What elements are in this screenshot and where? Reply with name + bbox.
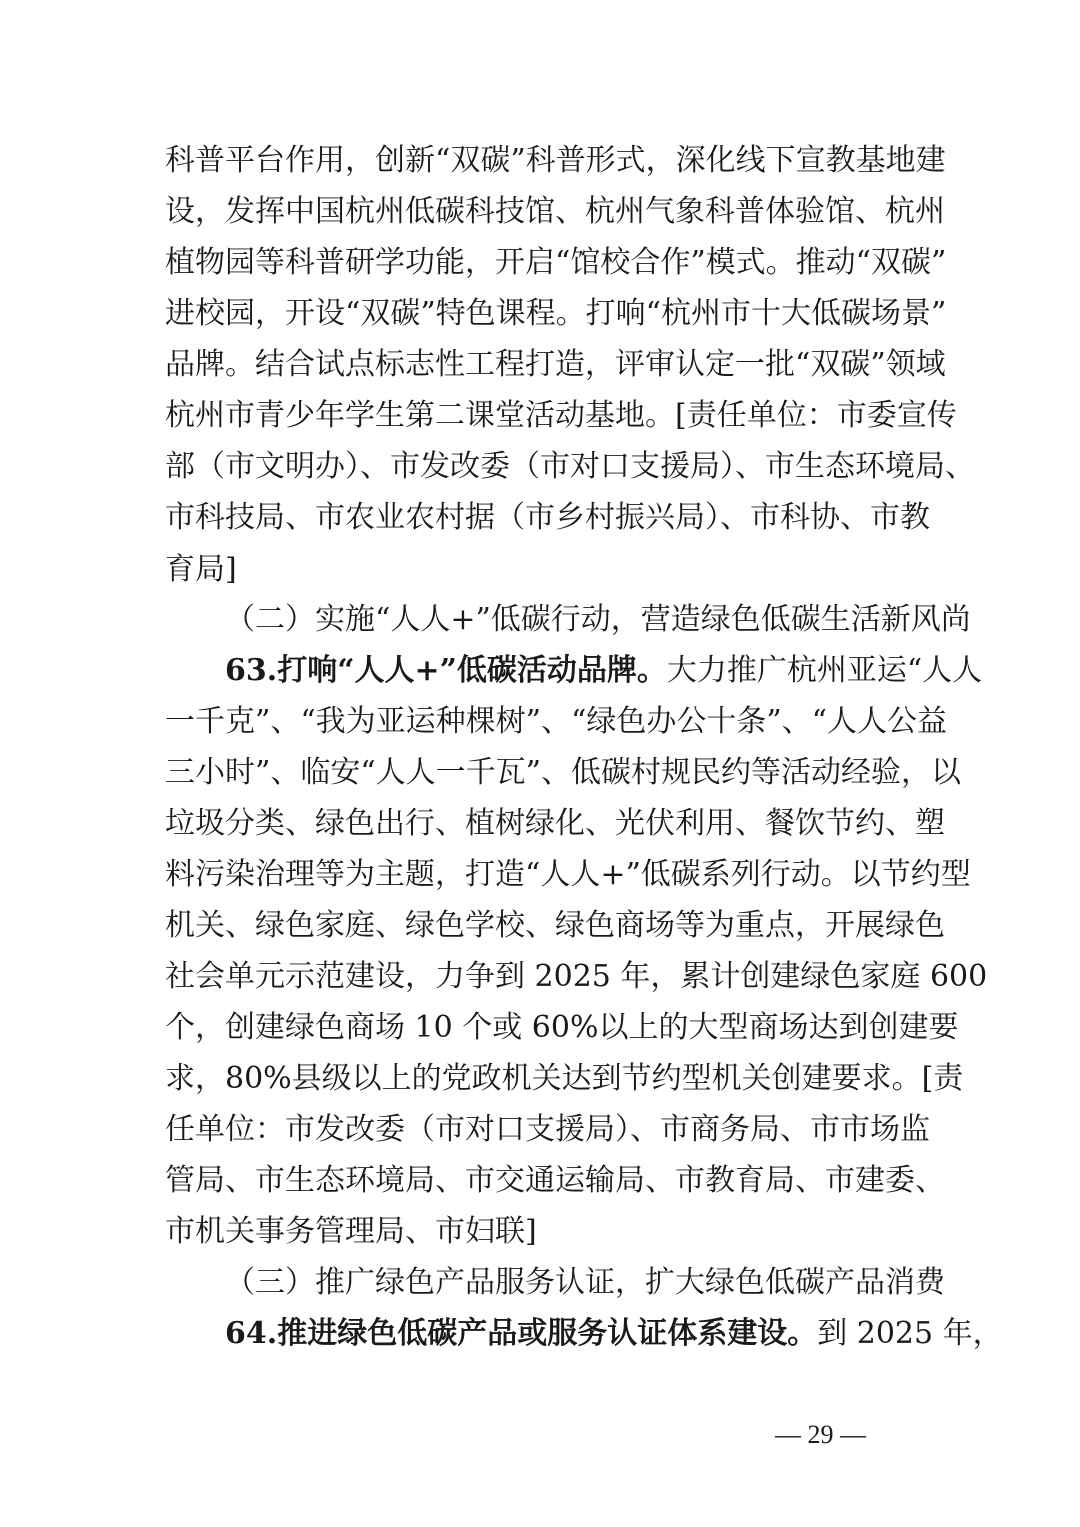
item-64-text: 到 2025 年， [817, 1316, 1003, 1351]
body-line: 求，80%县级以上的党政机关达到节约型机关创建要求。[责 [165, 1061, 964, 1096]
page-number: — 29 — [775, 1420, 866, 1449]
body-line: 进校园，开设“双碳”特色课程。打响“杭州市十大低碳场景” [165, 296, 947, 331]
body-line: 三小时”、临安“人人一千瓦”、低碳村规民约等活动经验，以 [165, 755, 962, 790]
body-line: 个，创建绿色商场 10 个或 60%以上的大型商场达到创建要 [165, 1010, 959, 1045]
body-line: 育局] [165, 552, 237, 587]
body-line: 品牌。结合试点标志性工程打造，评审认定一批“双碳”领域 [165, 347, 946, 382]
body-line: 一千克”、“我为亚运种棵树”、“绿色办公十条”、“人人公益 [165, 704, 948, 739]
item-64-title: 64.推进绿色低碳产品或服务认证体系建设。 [225, 1316, 818, 1351]
body-line: 垃圾分类、绿色出行、植树绿化、光伏利用、餐饮节约、塑 [165, 806, 945, 841]
item-63-first-line [225, 645, 983, 696]
body-line: 机关、绿色家庭、绿色学校、绿色商场等为重点，开展绿色 [165, 908, 945, 943]
body-line: 杭州市青少年学生第二课堂活动基地。[责任单位：市委宣传 [165, 398, 957, 433]
section-heading-2: （二）实施“人人+”低碳行动，营造绿色低碳生活新风尚 [225, 602, 971, 637]
section-heading-3: （三）推广绿色产品服务认证，扩大绿色低碳产品消费 [225, 1265, 945, 1300]
body-line: 社会单元示范建设，力争到 2025 年，累计创建绿色家庭 600 [165, 959, 988, 994]
body-line: 市机关事务管理局、市妇联] [165, 1214, 537, 1249]
item-63-title: 63.打响“人人+”低碳活动品牌。 [225, 653, 667, 688]
body-line: 部（市文明办）、市发改委（市对口支援局）、市生态环境局、 [165, 449, 975, 484]
body-line: 料污染治理等为主题，打造“人人+”低碳系列行动。以节约型 [165, 857, 971, 892]
body-line: 植物园等科普研学功能，开启“馆校合作”模式。推动“双碳” [165, 245, 947, 280]
body-line: 管局、市生态环境局、市交通运输局、市教育局、市建委、 [165, 1163, 945, 1198]
item-64-first-line [225, 1308, 1003, 1359]
body-line: 科普平台作用，创新“双碳”科普形式，深化线下宣教基地建 [165, 143, 946, 178]
body-line: 设，发挥中国杭州低碳科技馆、杭州气象科普体验馆、杭州 [165, 194, 945, 229]
item-63-text: 大力推广杭州亚运“人人 [666, 653, 983, 688]
body-line: 任单位：市发改委（市对口支援局）、市商务局、市市场监 [165, 1112, 930, 1147]
body-line: 市科技局、市农业农村据（市乡村振兴局）、市科协、市教 [165, 500, 930, 535]
